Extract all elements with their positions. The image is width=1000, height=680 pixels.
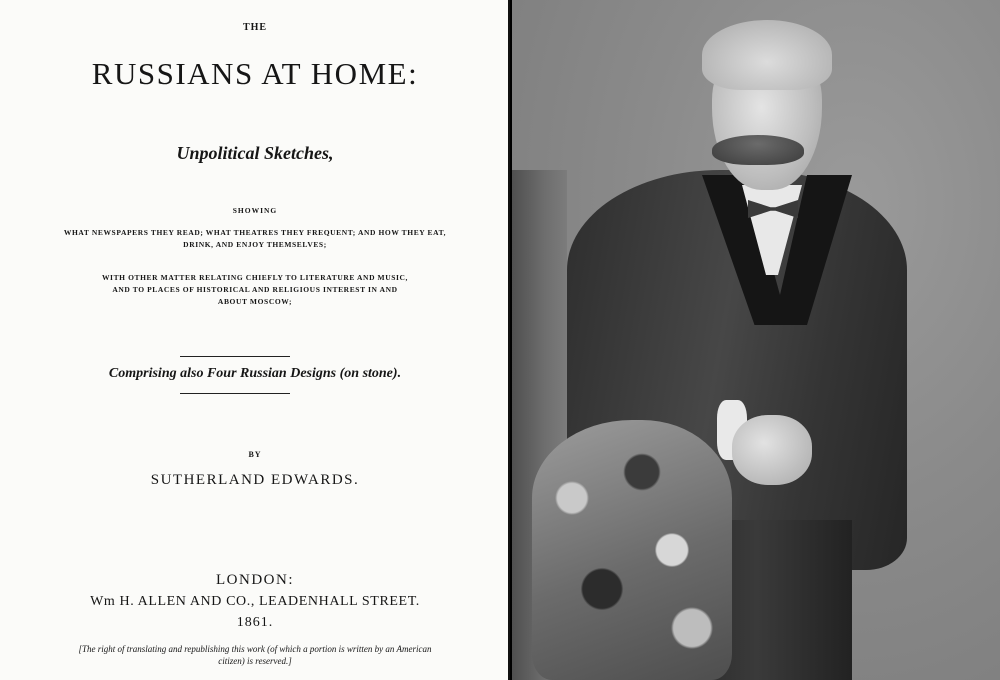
comprising-line: Comprising also Four Russian Designs (on stone). <box>108 366 402 381</box>
hand <box>732 415 812 485</box>
showing-label: SHOWING <box>232 206 278 215</box>
book-title: RUSSIANS AT HOME: <box>91 56 419 91</box>
divider-top <box>180 356 290 357</box>
fur-throw <box>532 420 732 680</box>
author-name: SUTHERLAND EDWARDS. <box>150 472 360 488</box>
divider-bottom <box>180 393 290 394</box>
description-second: WITH OTHER MATTER RELATING CHIEFLY TO LITERATURE AND MUSIC, AND TO PLACES OF HISTORICAL AND RELIGIOUS INTEREST IN AND ABOUT MOSCOW; <box>101 273 409 306</box>
publisher-line: Wm H. ALLEN AND CO., LEADENHALL STREET. <box>90 594 420 609</box>
rights-notice: [The right of translating and republishing this work (of which a portion is written by an American citizen) is reserved.] <box>78 644 432 666</box>
description-first: WHAT NEWSPAPERS THEY READ; WHAT THEATRES THEY FREQUENT; AND HOW THEY EAT, DRINK, AND ENJOY THEMSELVES; <box>63 228 447 249</box>
publication-city: LONDON: <box>216 572 294 588</box>
publication-year: 1861. <box>236 615 274 630</box>
portrait-photo-icon <box>512 0 1000 680</box>
hair <box>702 20 832 90</box>
book-subtitle: Unpolitical Sketches, <box>176 143 334 163</box>
moustache <box>712 135 804 165</box>
title-prefix: THE <box>242 22 268 33</box>
by-label: BY <box>248 450 262 459</box>
